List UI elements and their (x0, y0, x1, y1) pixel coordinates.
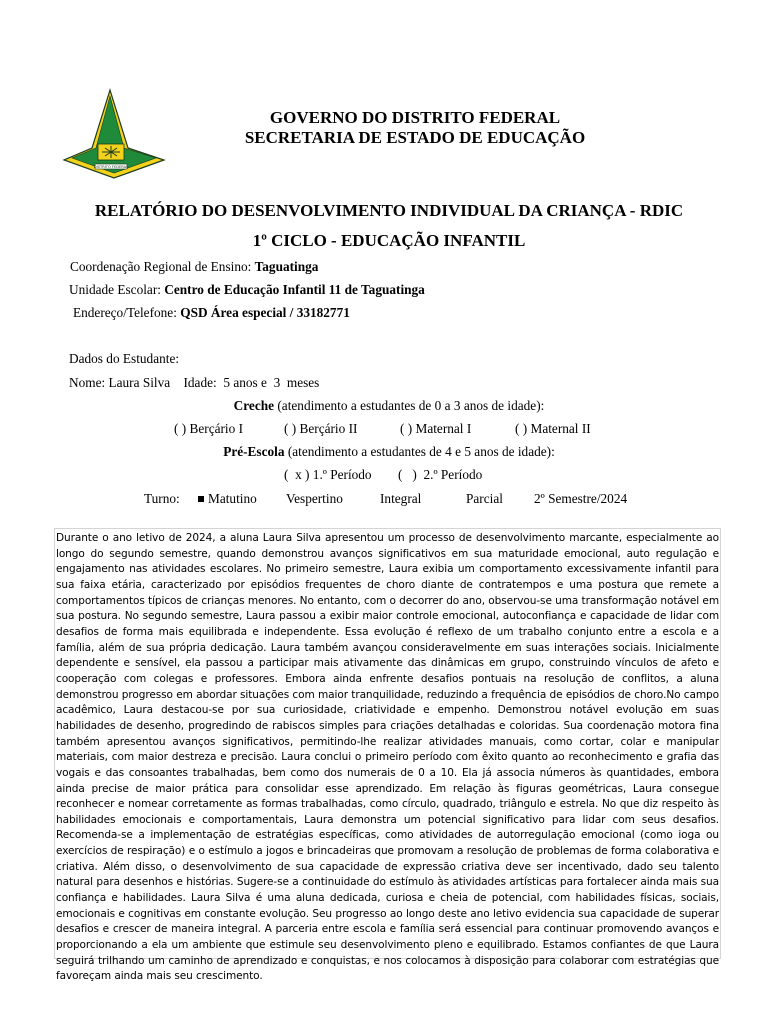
turno-matutino-label: Matutino (208, 491, 257, 506)
creche-option-bercario-2[interactable]: ( ) Berçário II (284, 421, 358, 436)
secretariat-name: SECRETARIA DE ESTADO DE EDUCAÇÃO (244, 128, 586, 147)
development-report-text[interactable]: Durante o ano letivo de 2024, a aluna Laura Silva apresentou um processo de desenvolvimento marcante, especialmente ao longo do segundo semestre, quando demonstrou avanços significativos em sua maturidade emocional, auto regulação e engajamento nas atividades escolares. No primeiro semestre, Laura exibia um comportamento excessivamente infantil para sua faixa etária, caracterizado por episódios frequentes de choro diante de contratempos e uma postura que remete a comportamentos típicos de crianças menores. No entanto, com o decorrer do ano, observou-se uma transformação notável em sua postura. No segundo semestre, Laura passou a exibir maior controle emocional, autoconfiança e capacidade de lidar com desafios de forma mais equilibrada e independente. Essa evolução é reflexo de um trabalho conjunto entre a escola e a família, além de sua própria dedicação. Laura também avançou consideravelmente em suas interações sociais. Inicialmente dependente e sensível, ela passou a participar mais ativamente das dinâmicas em grupo, construindo vínculos de afeto e cooperação com colegas e professores. Embora ainda enfrente desafios pontuais na resolução de conflitos, a aluna demonstrou progresso em abordar situações com maior tranquilidade, reduzindo a frequência de episódios de choro.No campo acadêmico, Laura destacou-se por sua curiosidade, criatividade e empenho. Demonstrou notável evolução em suas habilidades de desenho, progredindo de rabiscos simples para criações detalhadas e coloridas. Sua coordenação motora fina também apresentou avanços significativos, permitindo-lhe realizar atividades manuais, como cortar, colar e manipular materiais, com maior destreza e precisão. Laura conclui o primeiro período com êxito quanto ao reconhecimento e grafia das vogais e das consoantes trabalhadas, bem como dos numerais de 0 a 10. Ela já associa números às quantidades, embora ainda precise de maior prática para consolidar esse aprendizado. Em relação às figuras geométricas, Laura consegue reconhecer e nomear corretamente as formas trabalhadas, como círculo, quadrado, triângulo e estrela. No que diz respeito às habilidades emocionais e comportamentais, Laura demonstra um potencial significativo para lidar com seus desafios. Recomenda-se a implementação de estratégias específicas, como atividades de autorregulação emocional (como ioga ou exercícios de respiração) e o estímulo a jogos e brincadeiras que promovam a resolução de problemas de forma colaborativa e criativa. Além disso, o desenvolvimento de sua capacidade de expressão criativa deve ser incentivado, dado seu talento natural para desenhos e histórias. Sugere-se a continuidade do estímulo às atividades artísticas para fortalecer ainda mais sua confiança e habilidades. Laura Silva é uma aluna dedicada, curiosa e cheia de potencial, com habilidades físicas, sociais, emocionais e cognitivas em constante evolução. Seu progresso ao longo deste ano letivo evidencia sua capacidade de superar desafios e crescer de maneira integral. A parceria entre escola e família será essencial para continuar promovendo avanços e proporcionando a ela um ambiente que estimule seu desenvolvimento pleno e equilibrado. Estamos confiantes de que Laura seguirá trilhando um caminho de aprendizado e conquistas, e nos colocamos à disposição para colaborar com estratégias que favoreçam ainda mais seu crescimento. (54, 528, 721, 959)
regional-coordination (70, 258, 318, 275)
report-subtitle: 1º CICLO - EDUCAÇÃO INFANTIL (252, 231, 526, 250)
turno-option-vespertino[interactable]: Vespertino (286, 491, 343, 506)
government-header (180, 108, 650, 148)
address-phone-value: QSD Área especial / 33182771 (180, 305, 350, 320)
creche-option-maternal-2[interactable]: ( ) Maternal II (515, 421, 591, 436)
checked-square-icon (198, 496, 204, 502)
pre-escola-heading (0, 443, 778, 460)
address-phone (73, 304, 350, 321)
creche-description: (atendimento a estudantes de 0 a 3 anos de idade): (274, 398, 545, 413)
creche-option-maternal-1[interactable]: ( ) Maternal I (400, 421, 472, 436)
turno-option-integral[interactable]: Integral (380, 491, 422, 506)
turno-option-matutino[interactable] (198, 490, 257, 507)
government-name: GOVERNO DO DISTRITO FEDERAL (269, 108, 561, 127)
turno-label: Turno: (144, 491, 180, 506)
address-phone-label: Endereço/Telefone: (73, 305, 181, 320)
logo-motto: DISTRITO FEDERAL (93, 165, 129, 169)
turno-option-parcial[interactable]: Parcial (466, 491, 503, 506)
school-unit-label: Unidade Escolar: (69, 282, 165, 297)
student-section-label: Dados do Estudante: (69, 351, 180, 366)
brasilia-coat-of-arms-logo (62, 88, 166, 180)
pre-escola-option-periodo-1[interactable]: ( x ) 1.º Período (284, 467, 372, 482)
report-title: RELATÓRIO DO DESENVOLVIMENTO INDIVIDUAL DA CRIANÇA - RDIC (94, 201, 684, 220)
pre-escola-description: (atendimento a estudantes de 4 e 5 anos de idade): (284, 444, 555, 459)
student-name-age: Nome: Laura Silva Idade: 5 anos e 3 meses (69, 375, 320, 390)
pre-escola-option-periodo-2[interactable]: ( ) 2.º Período (398, 467, 483, 482)
creche-heading (0, 397, 778, 414)
pre-escola-label: Pré-Escola (223, 444, 285, 459)
regional-coordination-value: Taguatinga (254, 259, 319, 274)
creche-option-bercario-1[interactable]: ( ) Berçário I (174, 421, 244, 436)
semester-label: 2º Semestre/2024 (534, 491, 628, 506)
regional-coordination-label: Coordenação Regional de Ensino: (70, 259, 255, 274)
creche-label: Creche (233, 398, 275, 413)
school-unit (69, 281, 425, 298)
school-unit-value: Centro de Educação Infantil 11 de Taguatinga (164, 282, 425, 297)
